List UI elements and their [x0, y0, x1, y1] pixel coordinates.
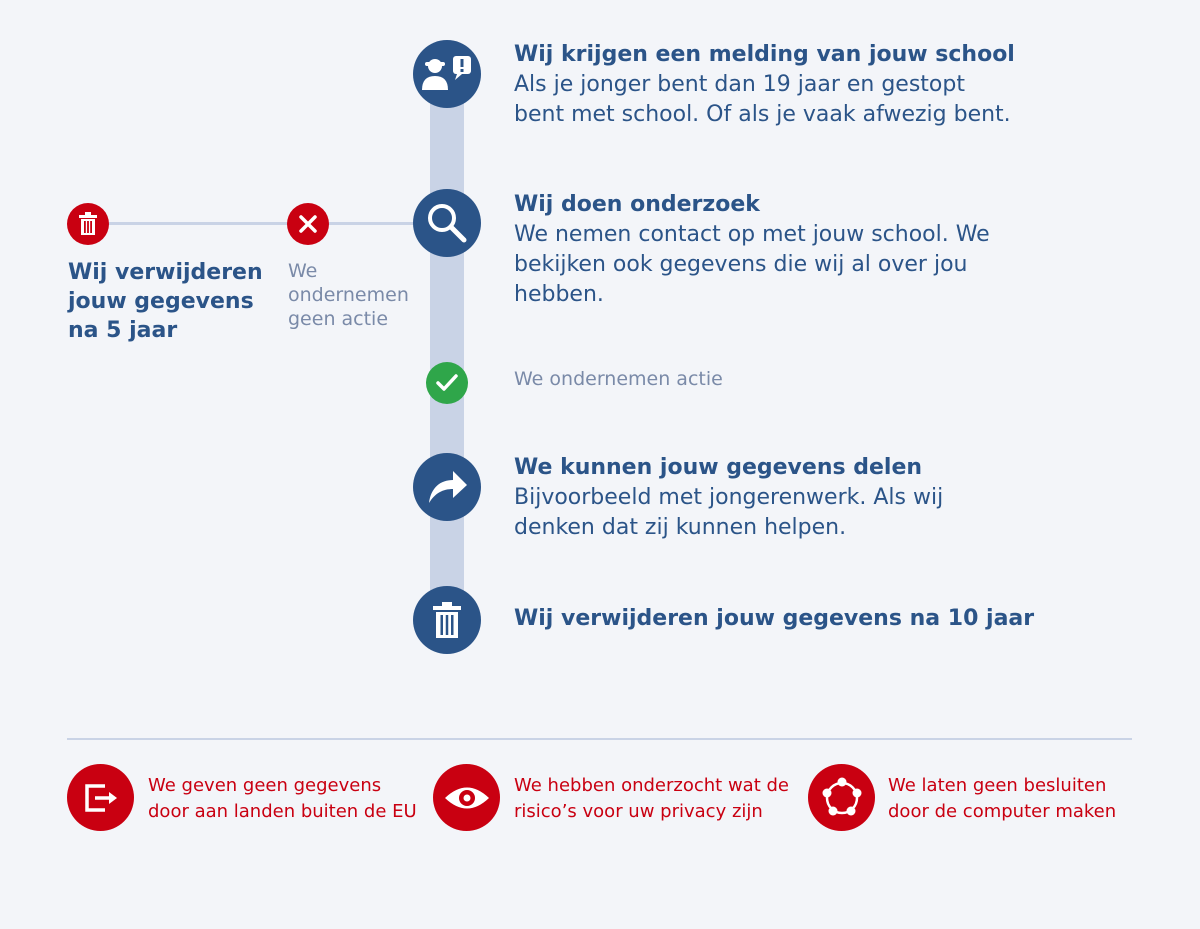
step-description [514, 70, 1154, 130]
no-automated-decisions-badge [808, 764, 875, 831]
trash-icon [77, 212, 99, 236]
no-transfer-badge [67, 764, 134, 831]
footer-line: We laten geen besluiten [888, 775, 1107, 796]
delete-5-years-label [68, 258, 263, 345]
share-node [413, 453, 481, 521]
eye-icon [443, 783, 491, 813]
step-desc-line: bent met school. Of als je vaak afwezig bent. [514, 102, 1011, 127]
step-5-title: Wij verwijderen jouw gegevens na 10 jaar [514, 606, 1035, 631]
exit-arrow-icon [83, 782, 119, 814]
network-icon [820, 776, 864, 820]
school-report-icon [419, 54, 475, 94]
no-action-line: geen actie [288, 308, 389, 330]
cross-icon [297, 213, 319, 235]
step-1-text [514, 40, 1154, 130]
school-report-node [413, 40, 481, 108]
no-action-line: We [288, 260, 318, 282]
no-action-line: ondernemen [288, 284, 409, 306]
delete-5-years-node [67, 203, 109, 245]
step-desc-line: denken dat zij kunnen helpen. [514, 515, 847, 540]
research-node [413, 189, 481, 257]
footer-line: We hebben onderzocht wat de [514, 775, 789, 796]
step-title: We kunnen jouw gegevens delen [514, 455, 923, 480]
footer-line: door aan landen buiten de EU [148, 801, 417, 822]
step-4-text [514, 453, 1154, 543]
magnifier-icon [425, 201, 469, 245]
footer-divider [67, 738, 1132, 740]
no-automated-decisions-text [888, 773, 1116, 825]
step-desc-line: Bijvoorbeeld met jongerenwerk. Als wij [514, 485, 944, 510]
trash-icon [431, 601, 463, 639]
check-icon [435, 373, 459, 393]
step-2-text [514, 190, 1154, 310]
action-node [426, 362, 468, 404]
footer-line: door de computer maken [888, 801, 1117, 822]
branch-line [88, 222, 434, 225]
no-action-label [288, 259, 409, 331]
timeline-spine [430, 80, 464, 620]
delete-line: jouw gegevens [68, 289, 254, 314]
step-desc-line: Als je jonger bent dan 19 jaar en gestopt [514, 72, 965, 97]
footer-line: risico’s voor uw privacy zijn [514, 801, 763, 822]
step-desc-line: bekijken ook gegevens die wij al over jou [514, 252, 968, 277]
step-desc-line: We nemen contact op met jouw school. We [514, 222, 990, 247]
share-arrow-icon [425, 467, 469, 507]
delete-line: Wij verwijderen [68, 260, 263, 285]
step-description [514, 483, 1154, 543]
no-transfer-text [148, 773, 417, 825]
footer-line: We geven geen gegevens [148, 775, 382, 796]
no-action-node [287, 203, 329, 245]
step-title: Wij doen onderzoek [514, 192, 760, 217]
step-description [514, 220, 1154, 310]
step-desc-line: hebben. [514, 282, 604, 307]
privacy-risk-badge [433, 764, 500, 831]
delete-10-years-node [413, 586, 481, 654]
privacy-risk-text [514, 773, 789, 825]
action-label: We ondernemen actie [514, 368, 723, 390]
step-title: Wij krijgen een melding van jouw school [514, 42, 1015, 67]
delete-line: na 5 jaar [68, 318, 178, 343]
